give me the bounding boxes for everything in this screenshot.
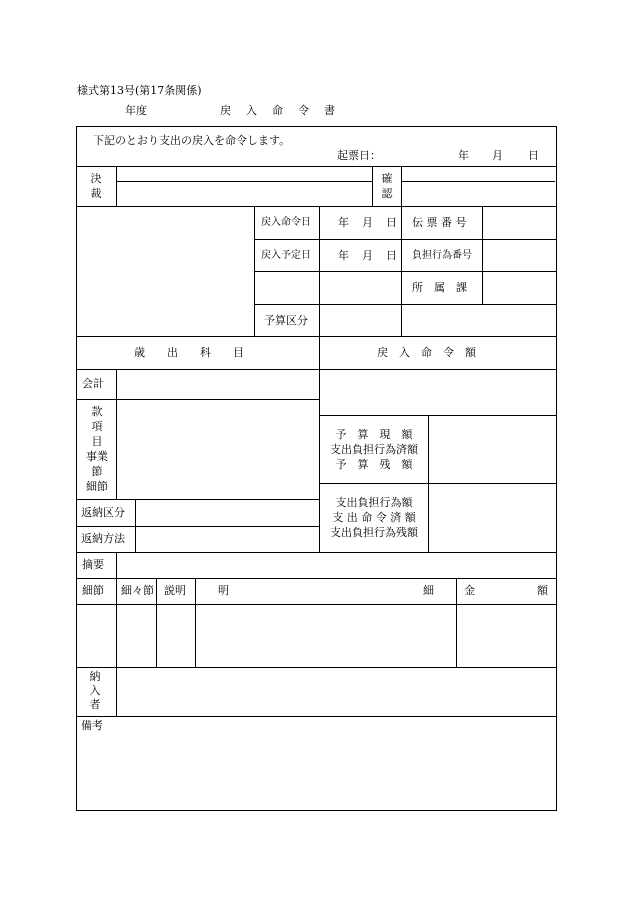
remarks-label: 備考 (81, 719, 103, 732)
intro-text: 下記のとおり支出の戻入を命令します。 (93, 134, 291, 147)
divider (401, 166, 402, 206)
divider (76, 604, 556, 605)
header-sub-item: 細節 (82, 584, 104, 597)
order-date-label: 戻入命令日 (261, 217, 311, 228)
issue-year: 年 (458, 149, 469, 162)
divider (195, 578, 196, 667)
divider (76, 667, 556, 668)
department-label: 所 属 課 (412, 281, 467, 294)
divider (76, 369, 556, 370)
divider (156, 578, 157, 667)
form-frame (76, 126, 557, 811)
divider (372, 166, 373, 206)
divider (76, 336, 556, 337)
return-division-label: 返納区分 (81, 506, 125, 519)
divider (482, 206, 483, 304)
burden-act-no-label: 負担行為番号 (412, 250, 472, 261)
divider (254, 271, 556, 272)
divider (76, 399, 320, 400)
payer-label: 納 入 者 (89, 670, 101, 711)
confirm-label: 確 認 (381, 172, 393, 200)
voucher-no-label: 伝 票 番 号 (412, 216, 467, 229)
divider (76, 552, 556, 553)
divider (116, 667, 117, 716)
scheduled-date-label: 戻入予定日 (261, 250, 311, 261)
divider (116, 552, 117, 578)
header-sub-sub-item: 細々節 (121, 584, 154, 597)
divider (76, 206, 556, 207)
fiscal-year-label: 年度 (125, 104, 147, 117)
divider (116, 166, 117, 206)
issue-day: 日 (528, 149, 539, 162)
issue-month: 月 (492, 149, 503, 162)
order-date-year: 年 (338, 216, 349, 229)
divider (319, 415, 556, 416)
decision-label: 決 裁 (90, 172, 102, 200)
divider (401, 181, 555, 182)
header-amount-right: 額 (537, 584, 548, 597)
divider (254, 304, 556, 305)
header-detail-right: 細 (423, 584, 434, 597)
order-amount-label: 戻 入 命 令 額 (377, 346, 476, 359)
page-title: 戻 入 命 令 書 (220, 104, 337, 117)
header-amount-left: 金 (464, 584, 475, 597)
expense-lines: 支出負担行為額 支 出 命 令 済 額 支出負担行為残額 (330, 496, 418, 539)
order-date-month: 月 (362, 216, 373, 229)
divider (76, 578, 556, 579)
header-description: 説明 (164, 584, 186, 597)
summary-label: 摘要 (82, 558, 104, 571)
scheduled-date-month: 月 (362, 249, 373, 262)
divider (428, 415, 429, 552)
divider (116, 578, 117, 667)
divider (319, 483, 556, 484)
subject-levels: 款 項 目 事業 節 細節 (86, 405, 108, 493)
order-date-day: 日 (386, 216, 397, 229)
expense-item-label: 歳 出 科 目 (134, 346, 244, 359)
scheduled-date-day: 日 (386, 249, 397, 262)
budget-division-label: 予算区分 (264, 314, 308, 327)
divider (76, 716, 556, 717)
header-detail-left: 明 (218, 584, 229, 597)
divider (76, 499, 320, 500)
form-number: 様式第13号(第17条関係) (77, 84, 202, 97)
divider (116, 181, 372, 182)
budget-lines: 予 算 現 額 支出負担行為済額 予 算 残 額 (330, 428, 418, 471)
issue-date-label: 起票日： (337, 149, 381, 162)
account-label: 会計 (82, 377, 104, 390)
divider (76, 166, 556, 167)
return-method-label: 返納方法 (81, 532, 125, 545)
divider (76, 526, 320, 527)
divider (254, 239, 556, 240)
divider (456, 578, 457, 667)
scheduled-date-year: 年 (338, 249, 349, 262)
divider (116, 369, 117, 499)
